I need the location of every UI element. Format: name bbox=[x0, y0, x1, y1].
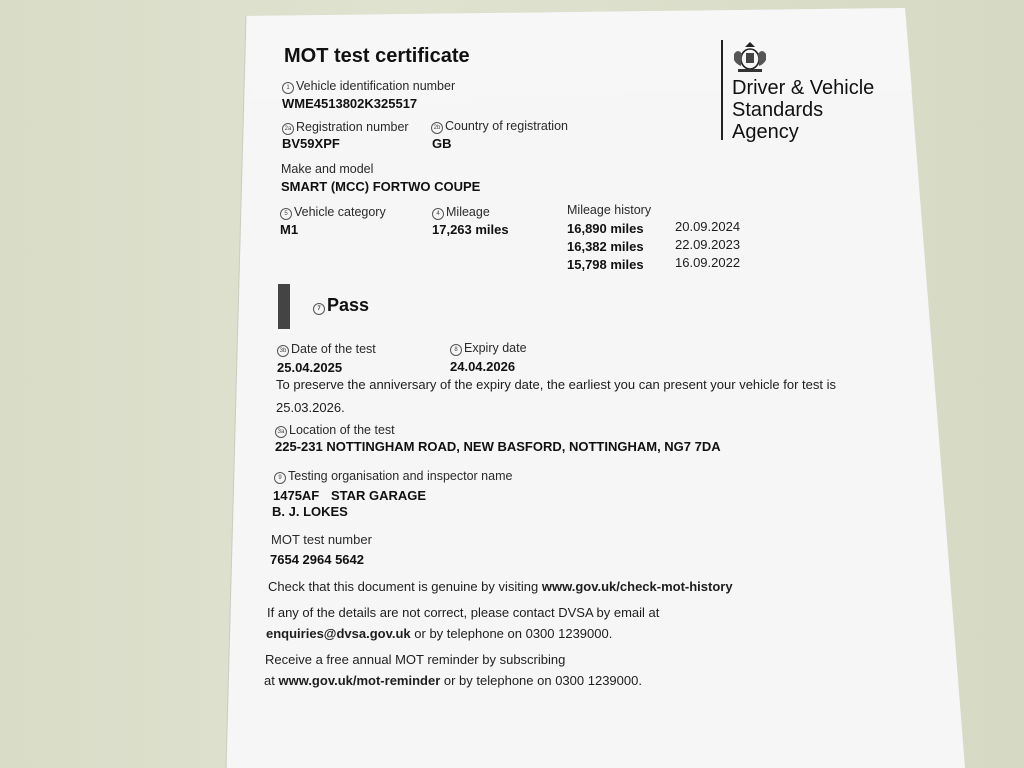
mileage-history-miles: 16,382 miles bbox=[567, 239, 644, 254]
agency-name-line2: Standards bbox=[732, 99, 824, 121]
mileage-history-label: Mileage history bbox=[567, 203, 652, 217]
organisation-code: 1475AF bbox=[273, 488, 320, 503]
registration-label: 2a Registration number bbox=[282, 120, 409, 135]
test-date-label: 3b Date of the test bbox=[277, 342, 376, 357]
registration-value: BV59XPF bbox=[282, 136, 340, 151]
preserve-anniversary-text: To preserve the anniversary of the expiry date, the earliest you can present your vehicle for test is bbox=[276, 377, 837, 392]
country-value: GB bbox=[432, 136, 452, 151]
testing-organisation-label: 9 Testing organisation and inspector name bbox=[274, 469, 512, 484]
field-number-badge: 2b bbox=[431, 122, 443, 134]
field-number-badge: 5 bbox=[280, 208, 292, 220]
contact-text: If any of the details are not correct, please contact DVSA by email at bbox=[267, 605, 660, 620]
royal-crest-icon bbox=[730, 40, 770, 74]
test-location-value: 225-231 NOTTINGHAM ROAD, NEW BASFORD, NOTTINGHAM, NG7 7DA bbox=[275, 439, 721, 454]
earliest-test-date: 25.03.2026. bbox=[276, 400, 345, 415]
mot-test-number-label: MOT test number bbox=[271, 532, 372, 547]
mileage-label: 4 Mileage bbox=[432, 205, 490, 220]
mileage-history-date: 16.09.2022 bbox=[675, 255, 741, 270]
field-number-badge: 4 bbox=[432, 208, 444, 220]
field-number-badge: 2a bbox=[282, 123, 294, 135]
check-genuine-text: Check that this document is genuine by visiting www.gov.uk/check-mot-history bbox=[268, 579, 733, 594]
agency-name-line3: Agency bbox=[732, 121, 799, 143]
vin-label: 1 Vehicle identification number bbox=[282, 79, 455, 94]
expiry-date-label: 8 Expiry date bbox=[450, 341, 527, 356]
vehicle-category-label: 5 Vehicle category bbox=[280, 205, 386, 220]
document-title: MOT test certificate bbox=[284, 45, 470, 67]
make-model-value: SMART (MCC) FORTWO COUPE bbox=[281, 179, 481, 194]
test-result: 7 Pass bbox=[313, 295, 369, 316]
check-mot-history-link[interactable]: www.gov.uk/check-mot-history bbox=[541, 579, 733, 594]
mot-reminder-link[interactable]: www.gov.uk/mot-reminder bbox=[278, 673, 441, 688]
field-number-badge: 3a bbox=[275, 426, 287, 438]
organisation-name: STAR GARAGE bbox=[331, 488, 427, 503]
field-number-badge: 7 bbox=[313, 303, 325, 315]
country-label: 2b Country of registration bbox=[431, 119, 568, 134]
reminder-text: Receive a free annual MOT reminder by subscribing bbox=[265, 652, 566, 667]
inspector-name: B. J. LOKES bbox=[272, 504, 348, 519]
vin-value: WME4513802K325517 bbox=[282, 96, 418, 111]
mileage-history-miles: 15,798 miles bbox=[567, 257, 644, 272]
result-indicator-bar bbox=[278, 284, 290, 329]
contact-email-link[interactable]: enquiries@dvsa.gov.uk bbox=[266, 626, 411, 641]
field-number-badge: 3b bbox=[277, 345, 289, 357]
mileage-history-date: 20.09.2024 bbox=[675, 219, 741, 234]
reminder-details: at www.gov.uk/mot-reminder or by telephone on 0300 1239000. bbox=[264, 673, 642, 688]
mileage-history-date: 22.09.2023 bbox=[675, 237, 741, 252]
make-model-label: Make and model bbox=[281, 162, 374, 176]
agency-divider bbox=[721, 40, 723, 140]
mileage-history-miles: 16,890 miles bbox=[567, 221, 644, 236]
field-number-badge: 1 bbox=[282, 82, 294, 94]
test-location-label: 3a Location of the test bbox=[275, 423, 395, 438]
expiry-date-value: 24.04.2026 bbox=[450, 359, 516, 374]
field-number-badge: 8 bbox=[450, 344, 462, 356]
field-number-badge: 9 bbox=[274, 472, 286, 484]
mileage-value: 17,263 miles bbox=[432, 222, 509, 237]
agency-name-line1: Driver & Vehicle bbox=[732, 77, 875, 99]
contact-details: enquiries@dvsa.gov.uk or by telephone on 0300 1239000. bbox=[266, 626, 613, 641]
test-date-value: 25.04.2025 bbox=[277, 360, 343, 375]
mot-test-number-value: 7654 2964 5642 bbox=[270, 552, 364, 567]
vehicle-category-value: M1 bbox=[280, 222, 299, 237]
